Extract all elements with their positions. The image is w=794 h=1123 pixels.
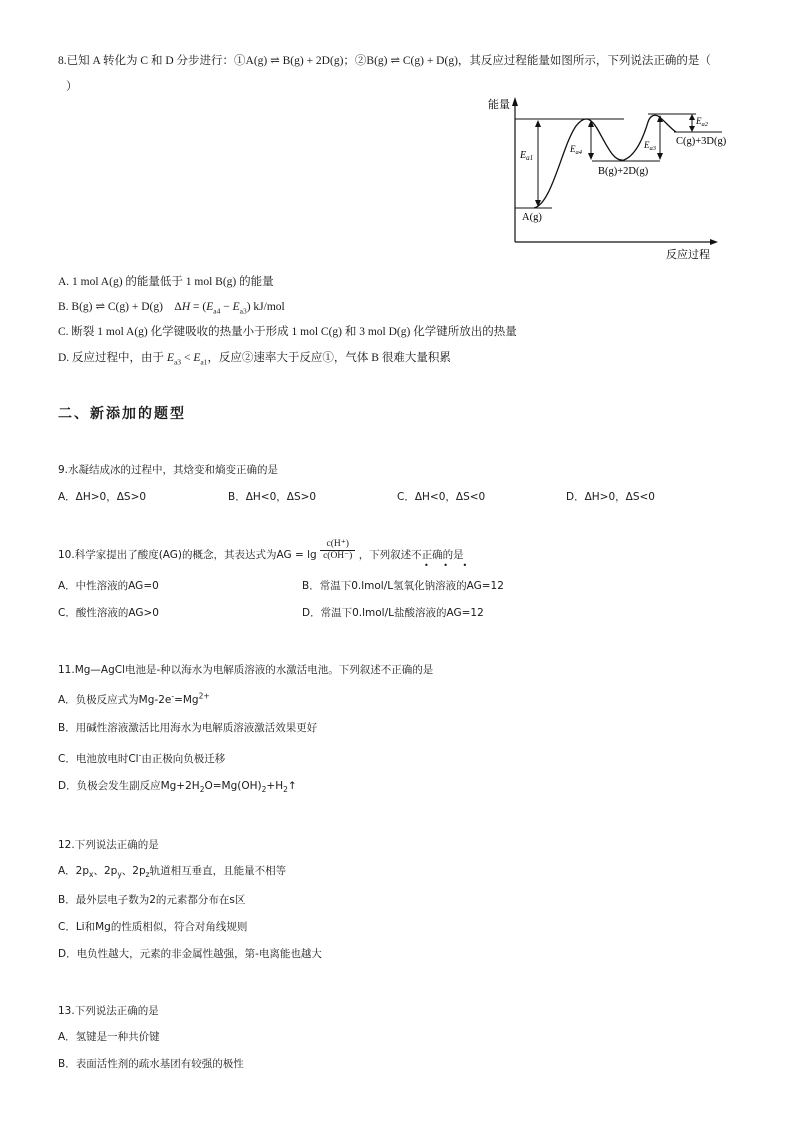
q9-option-d: D．ΔH>0，ΔS<0 [566,491,655,503]
reaction-curve [534,115,676,208]
ag-fraction: $\frac{c(H^+)}{c(OH^-)}$ [320,539,355,562]
q10-stem: 10.科学家提出了酸度(AG)的概念，其表达式为AG = lg $\frac{c(H^+)}{c(OH^-)}$ ，下列叙述不正确的是 [58,538,464,561]
energy-diagram [484,94,744,264]
q8-option-b: B. B(g) ⇌ C(g) + D(g) $\Delta H = (E_{a4} - E_{a3})$ kJ/mol [58,301,285,316]
y-axis-label: 能量 [488,98,510,111]
q9-option-a: A．ΔH>0，ΔS>0 [58,491,147,503]
q8-option-d: D. 反应过程中，由于 $E_{a3} < E_{a1}$，反应②速率大于反应①，气体 B 很难大量积累 [58,352,451,367]
q9-stem: 9.水凝结成冰的过程中，其焓变和熵变正确的是 [58,464,279,476]
q10-emphasis-dots: • • • [424,561,474,570]
q9-option-b: B．ΔH<0，ΔS>0 [228,491,317,503]
species-a-label: A(g) [522,212,542,223]
q13-option-a: A．氢键是一种共价键 [58,1031,160,1043]
q11-option-c: C．电池放电时Cl-由正极向负极迁移 [58,750,226,765]
y-axis-arrow [512,97,518,106]
q8-stem-close: ） [66,81,78,93]
q10-option-d: D．常温下0.lmol/L盐酸溶液的AG=12 [302,607,484,619]
ea4-label: $E_{a4}$ [570,144,582,156]
q11-stem: 11.Mg—AgCl电池是-种以海水为电解质溶液的水激活电池。下列叙述不正确的是 [58,664,434,676]
ea1-label: $E_{a1}$ [520,150,534,162]
species-b-label: B(g)+2D(g) [598,166,649,177]
q12-option-c: C．Li和Mg的性质相似，符合对角线规则 [58,921,248,933]
q12-stem: 12.下列说法正确的是 [58,839,159,851]
q9-option-c: C．ΔH<0，ΔS<0 [397,491,486,503]
x-axis-arrow [710,239,718,245]
q11-option-a: A．负极反应式为$Mg-2e^-=Mg^{2+}$ [58,691,210,706]
ea3-label: $E_{a3}$ [644,140,656,152]
q10-option-a: A．中性溶液的AG=0 [58,580,159,592]
q8-option-a: A. 1 mol A(g) 的能量低于 1 mol B(g) 的能量 [58,276,274,288]
x-axis-label: 反应过程 [666,248,710,261]
q8-stem-text: 8.已知 A 转化为 C 和 D 分步进行：①A(g) ⇌ B(g) + 2D(g)；②B(g) ⇌ C(g) + D(g)，其反应过程能量如图所示，下列说法正确的是（ [58,55,711,67]
q11-option-b: B．用碱性溶液激活比用海水为电解质溶液激活效果更好 [58,722,318,734]
ea2-label: $E_{a2}$ [696,116,708,128]
q11-option-d: D．负极会发生副反应$Mg+2H_2O=Mg(OH)_2+H_2↑$ [58,780,297,795]
q8-stem [58,54,711,68]
q12-option-b: B．最外层电子数为2的元素都分布在s区 [58,894,246,906]
species-c-label: C(g)+3D(g) [676,136,727,147]
q13-option-b: B．表面活性剂的疏水基团有较强的极性 [58,1058,244,1070]
q8-option-c: C. 断裂 1 mol A(g) 化学键吸收的热量小于形成 1 mol C(g) 和 3 mol D(g) 化学键所放出的热量 [58,326,517,338]
q12-option-a: A．$2p_x$、$2p_y$、$2p_z$轨道相互垂直，且能量不相等 [58,865,287,880]
section-title: 二、新添加的题型 [58,406,186,422]
q13-stem: 13.下列说法正确的是 [58,1005,159,1017]
q12-option-d: D．电负性越大，元素的非金属性越强，第-电离能也越大 [58,948,322,960]
q10-option-c: C．酸性溶液的AG>0 [58,607,159,619]
q10-option-b: B．常温下0.lmol/L氢氧化钠溶液的AG=12 [302,580,504,592]
